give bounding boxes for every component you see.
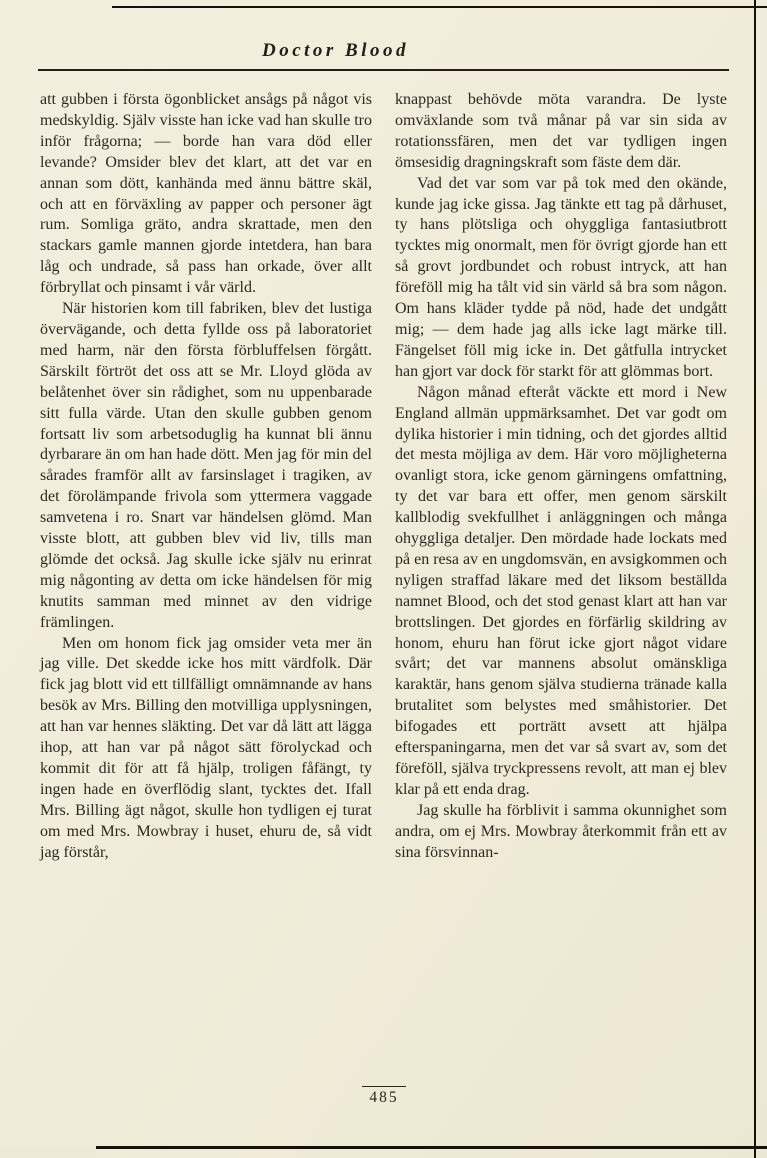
paragraph: knappast behövde möta varandra. De lyste omväxlande som två månar på var sin sida av rotationssfären, men det var tydligen ingen ömsesidig dragningskraft som fäste dem där. bbox=[395, 91, 727, 171]
paragraph: att gubben i första ögonblicket ansågs på något vis medskyldig. Själv visste han icke vad han skulle tro inför frågorna; — borde han vara död eller levande? Omsider blev det klart, att det var en annan som dött, kanhända med ännu bättre skäl, och att en förväxling av papper och personer ägt rum. Somliga gräto, andra skrattade, men den stackars gamle mannen gjorde intetdera, han bara låg och undrade, så pass han orkade, över allt förbryllat och pinsamt i vår värld. bbox=[40, 91, 372, 297]
paragraph: Vad det var som var på tok med den okände, kunde jag icke gissa. Jag tänkte ett tag på dårhuset, ty hans plötsliga och ohyggliga fantasiutbrott tycktes mig onormalt, men för övrigt gjorde han ett så grovt jordbundet och robust intryck, att han föreföll mig ha tålt vid sin värld så bra som någon. Om hans kläder tydde på nöd, hade det undgått mig; — dem hade jag alls icke lagt märke till. Fängelset föll mig icke in. Det gåtfulla intrycket han gjort var dock för starkt för att glömmas bort. bbox=[395, 174, 727, 380]
paragraph: Men om honom fick jag omsider veta mer än jag ville. Det skedde icke hos mitt värdfolk. Där fick jag blott vid ett tillfälligt omnämnande av hans besök av Mrs. Billing den motvilliga upplysningen, att han var hennes släkting. Det var då lätt att lägga ihop, att han var på något sätt förolyckad och kommit dit för att få hjälp, troligen fåfängt, ty ingen hade en överflödig slant, tycktes det. Ifall Mrs. Billing ägt något, skulle hon tydligen ej turat om med Mrs. Mowbray i huset, ehuru de, så vidt jag förstår, bbox=[40, 634, 372, 861]
paragraph: Jag skulle ha förblivit i samma okunnighet som andra, om ej Mrs. Mowbray återkommit från ett av sina försvinnan- bbox=[395, 801, 727, 861]
paragraph: Någon månad efteråt väckte ett mord i New England allmän uppmärksamhet. Det var godt om dylika historier i min tidning, och det gjordes alltid det mesta möjliga av dem. Här voro möjligheterna ovanligt stora, icke genom gärningens omfattning, ty det var bara ett offer, men genom särskilt kallblodig svekfullhet i anläggningen och många ohyggliga detaljer. Den mördade hade lockats med på en resa av en ungdomsvän, en avsigkommen och nyligen straffad läkare med det liksom beställda namnet Blood, och det stod genast klart att han var brottslingen. Det gjordes en förfärlig skildring av honom, ehuru han förut icke gjort något vidare svårt; det var mannens absolut omänskliga karaktär, hans genom själva studierna tränade kalla brutalitet som belystes med småhistorier. Det bifogades ett porträtt avsett att hjälpa efterspaningarna, men det var så svart av, som det föreföll, själva tryckpressens revolt, att man ej blev klar på ett enda drag. bbox=[395, 383, 727, 798]
scan-edge-top bbox=[112, 6, 767, 8]
column-left bbox=[40, 90, 372, 864]
scan-edge-corner bbox=[0, 1146, 96, 1158]
scan-edge-right bbox=[754, 0, 756, 1158]
scan-edge-bottom bbox=[96, 1146, 767, 1149]
column-right bbox=[395, 90, 727, 864]
page-footer bbox=[40, 1086, 728, 1107]
page-title: Doctor Blood bbox=[261, 40, 410, 61]
paragraph: När historien kom till fabriken, blev det lustiga övervägande, och detta fyllde oss på laboratoriet med harm, när den första förbluffelsen förgått. Särskilt förtröt det oss att se Mr. Lloyd glöda av belåtenhet över sin rådighet, som nu uppenbarade sitt fulla värde. Utan den skulle gubben genom fortsatt liv som arbetsoduglig ha kunnat bli ännu dyrbarare än om han hade dött. Men jag för min del sårades framför allt av farsinslaget i tragiken, av det förolämpande frivola som yttermera vaggade samvetena i ro. Snart var händelsen glömd. Man visste blott, att gubben blev vid liv, tills man glömde det också. Jag skulle icke själv nu erinrat mig någonting av detta om icke händelsen för mig knutits samman med minnet av den vidrige främlingen. bbox=[40, 300, 372, 631]
text-block bbox=[40, 90, 728, 864]
running-header bbox=[38, 40, 729, 71]
page-number: 485 bbox=[362, 1086, 405, 1107]
header-rule bbox=[38, 69, 729, 71]
